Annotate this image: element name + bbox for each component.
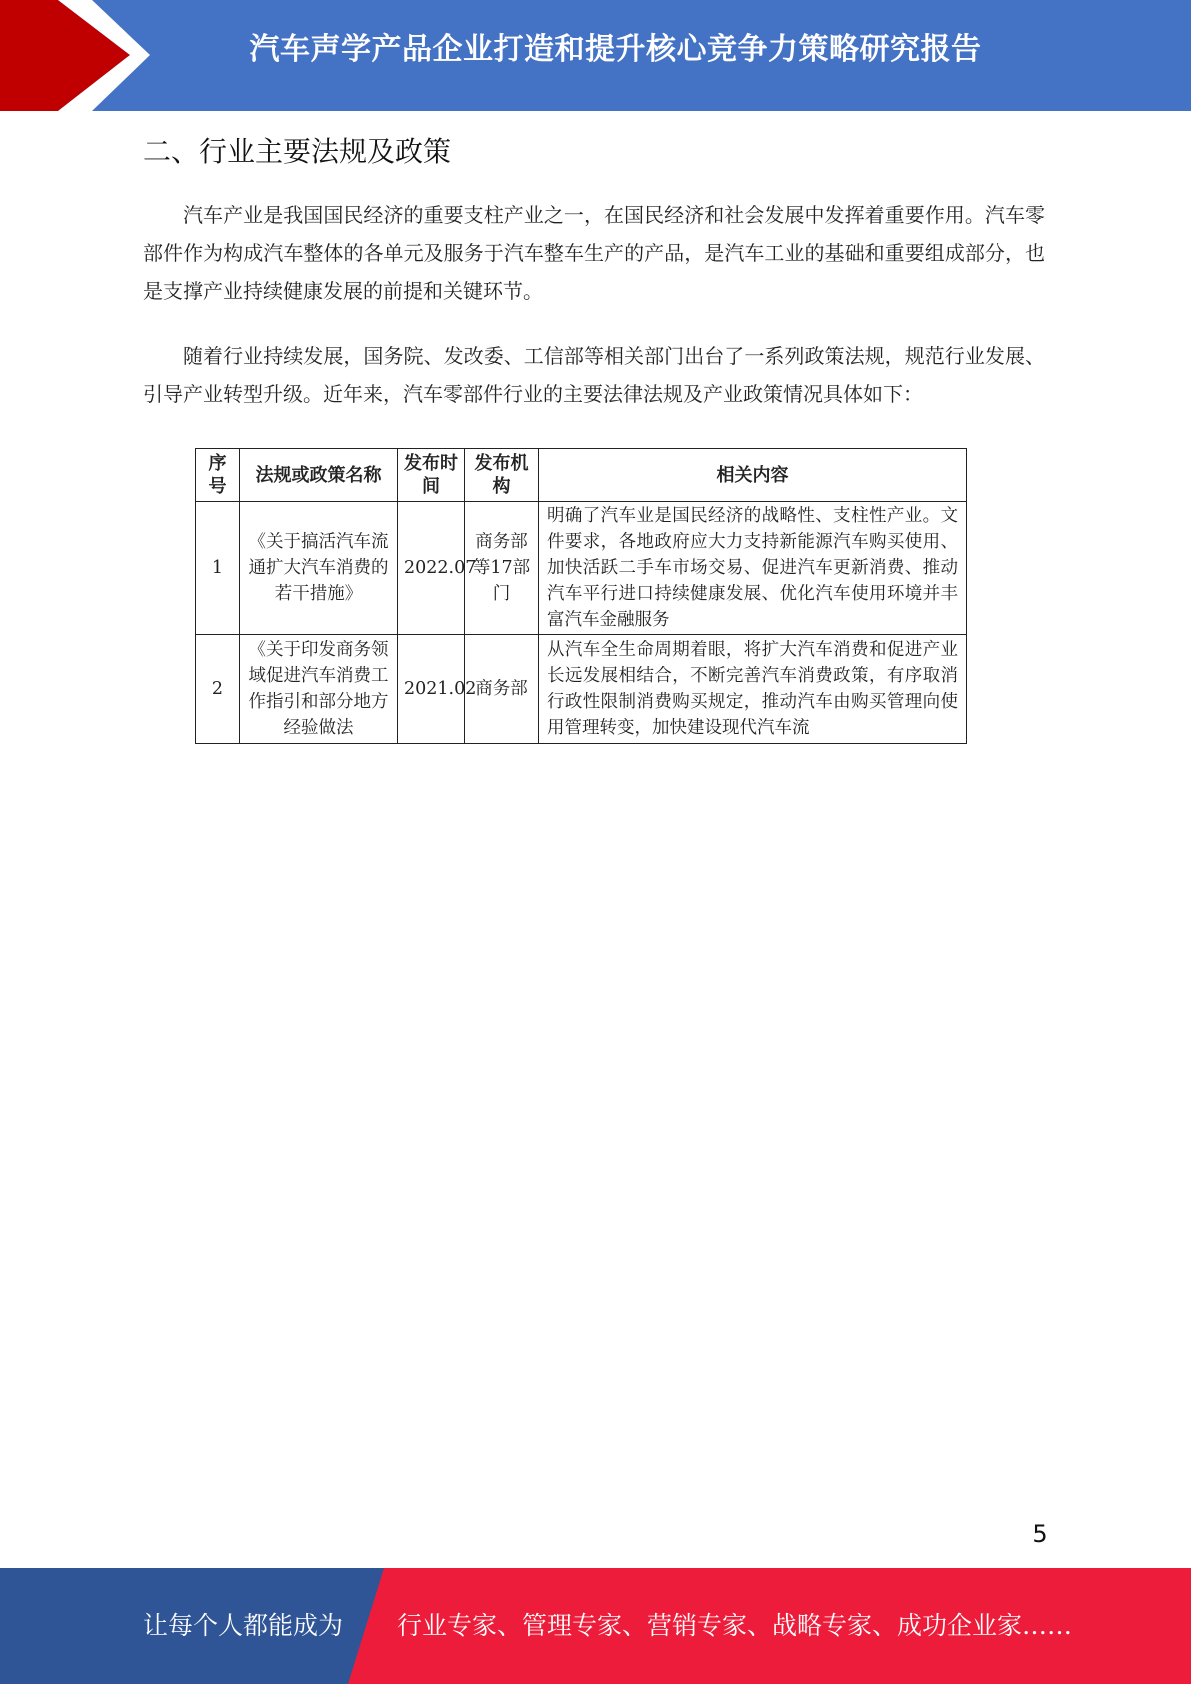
report-title: 汽车声学产品企业打造和提升核心竞争力策略研究报告 [249, 32, 982, 67]
policy-table [195, 448, 967, 744]
page-footer [0, 1568, 1191, 1684]
cell-policy-name: 《关于印发商务领域促进汽车消费工作指引和部分地方经验做法 [240, 635, 398, 744]
table-header-row [196, 449, 967, 502]
cell-policy-name: 《关于搞活汽车流通扩大汽车消费的若干措施》 [240, 502, 398, 635]
table-row [196, 502, 967, 635]
header-chevron-decoration [0, 0, 170, 111]
cell-related-content: 从汽车全生命周期着眼，将扩大汽车消费和促进产业长远发展相结合，不断完善汽车消费政策，有序取消行政性限制消费购买规定，推动汽车由购买管理向使用管理转变，加快建设现代汽车流 [539, 635, 967, 744]
cell-release-date: 2021.02 [398, 635, 465, 744]
cell-issuing-agency: 商务部等17部门 [465, 502, 539, 635]
cell-related-content: 明确了汽车业是国民经济的战略性、支柱性产业。文件要求，各地政府应大力支持新能源汽车购买使用、加快活跃二手车市场交易、促进汽车更新消费、推动汽车平行进口持续健康发展、优化汽车使用环境并丰富汽车金融服务 [539, 502, 967, 635]
footer-slogan-left: 让每个人都能成为 [143, 1611, 344, 1640]
table-row [196, 635, 967, 744]
page-number: 5 [1032, 1520, 1048, 1548]
header-policy-name: 法规或政策名称 [240, 449, 398, 502]
header-number: 序号 [196, 449, 240, 502]
header-related-content: 相关内容 [539, 449, 967, 502]
policy-intro-paragraph: 随着行业持续发展，国务院、发改委、工信部等相关部门出台了一系列政策法规，规范行业发展、引导产业转型升级。近年来，汽车零部件行业的主要法律法规及产业政策情况具体如下： [143, 344, 1045, 406]
cell-number: 1 [196, 502, 240, 635]
header-issuing-agency: 发布机构 [465, 449, 539, 502]
cell-release-date: 2022.07 [398, 502, 465, 635]
cell-number: 2 [196, 635, 240, 744]
header-release-date: 发布时间 [398, 449, 465, 502]
red-chevron-shape [0, 0, 130, 111]
intro-paragraph: 汽车产业是我国国民经济的重要支柱产业之一，在国民经济和社会发展中发挥着重要作用。汽车零部件作为构成汽车整体的各单元及服务于汽车整车生产的产品，是汽车工业的基础和重要组成部分，也是支撑产业持续健康发展的前提和关键环节。 [143, 203, 1045, 303]
section-heading: 二、行业主要法规及政策 [143, 135, 452, 168]
footer-slogan-right: 行业专家、管理专家、营销专家、战略专家、成功企业家…… [397, 1611, 1073, 1640]
page-header [0, 0, 1191, 111]
cell-issuing-agency: 商务部 [465, 635, 539, 744]
